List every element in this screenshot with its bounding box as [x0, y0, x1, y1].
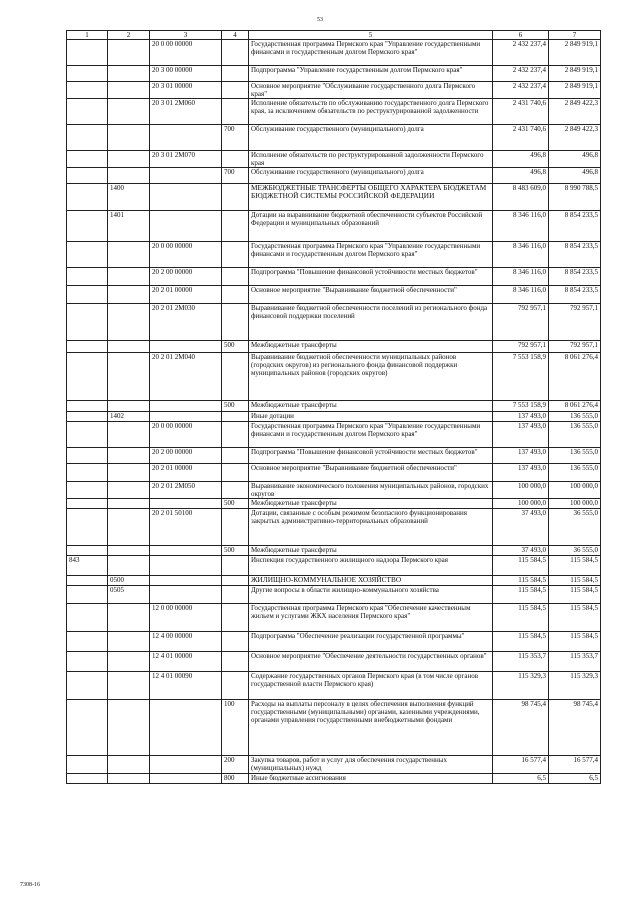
cell-amount-year1: 37 493,0: [493, 546, 549, 556]
cell-section-code: [108, 268, 150, 286]
cell-admin-code: [67, 211, 108, 242]
cell-amount-year1: 6,5: [493, 774, 549, 784]
cell-expense-type: [222, 422, 249, 448]
cell-target-code: 20 2 01 00000: [150, 464, 222, 482]
table-row: [67, 448, 601, 464]
cell-amount-year2: 496,8: [549, 151, 601, 168]
cell-expense-type: [222, 268, 249, 286]
cell-expense-type: [222, 82, 249, 99]
table-row: [67, 774, 601, 784]
cell-admin-code: [67, 125, 108, 151]
column-header: 6: [493, 31, 549, 40]
cell-admin-code: [67, 304, 108, 341]
page-number: 53: [317, 17, 323, 23]
cell-section-code: [108, 341, 150, 353]
cell-name: Дотации, связанные с особым режимом безопасного функционирования закрытых административно-территориальных образований: [249, 509, 493, 546]
cell-expense-type: [222, 556, 249, 576]
cell-expense-type: [222, 242, 249, 268]
cell-target-code: 20 3 01 2М070: [150, 151, 222, 168]
cell-target-code: 20 2 01 50100: [150, 509, 222, 546]
cell-amount-year2: 8 061 276,4: [549, 353, 601, 401]
cell-amount-year2: 8 061 276,4: [549, 401, 601, 412]
cell-amount-year2: 115 329,3: [549, 672, 601, 700]
cell-name: Основное мероприятие "Выравнивание бюджетной обеспеченности": [249, 464, 493, 482]
cell-amount-year1: 115 584,5: [493, 632, 549, 652]
cell-admin-code: [67, 184, 108, 211]
cell-name: Выравнивание бюджетной обеспеченности поселений из регионального фонда финансовой поддержки поселений: [249, 304, 493, 341]
cell-expense-type: 100: [222, 700, 249, 756]
cell-target-code: [150, 700, 222, 756]
cell-expense-type: [222, 448, 249, 464]
cell-name: Основное мероприятие "Обеспечение деятельности государственных органов": [249, 652, 493, 672]
cell-amount-year1: 115 584,5: [493, 586, 549, 604]
table-row: [67, 211, 601, 242]
cell-name: Подпрограмма "Повышение финансовой устойчивости местных бюджетов": [249, 268, 493, 286]
table-row: [67, 422, 601, 448]
cell-amount-year2: 115 584,5: [549, 632, 601, 652]
cell-amount-year1: 8 346 116,0: [493, 242, 549, 268]
table-row: [67, 304, 601, 341]
cell-target-code: 20 2 01 2М040: [150, 353, 222, 401]
cell-target-code: [150, 125, 222, 151]
cell-target-code: [150, 341, 222, 353]
table-row: [67, 40, 601, 66]
cell-name: Государственная программа Пермского края "Управление государственными финансами и государственным долгом Пермского края": [249, 242, 493, 268]
cell-amount-year1: 792 957,1: [493, 304, 549, 341]
cell-amount-year1: 137 493,0: [493, 448, 549, 464]
cell-name: Иные бюджетные ассигнования: [249, 774, 493, 784]
table-row: [67, 700, 601, 756]
cell-amount-year1: 2 432 237,4: [493, 66, 549, 82]
cell-amount-year1: 115 584,5: [493, 576, 549, 586]
cell-section-code: [108, 700, 150, 756]
cell-admin-code: [67, 700, 108, 756]
cell-admin-code: [67, 774, 108, 784]
cell-expense-type: [222, 482, 249, 499]
cell-amount-year1: 16 577,4: [493, 756, 549, 774]
cell-amount-year1: 137 493,0: [493, 422, 549, 448]
cell-amount-year1: 98 745,4: [493, 700, 549, 756]
table-row: [67, 632, 601, 652]
cell-amount-year2: 136 555,0: [549, 448, 601, 464]
cell-target-code: [150, 756, 222, 774]
cell-amount-year2: 8 854 233,5: [549, 268, 601, 286]
cell-section-code: [108, 756, 150, 774]
cell-section-code: [108, 286, 150, 304]
cell-admin-code: [67, 168, 108, 184]
table-row: [67, 556, 601, 576]
cell-amount-year2: 2 849 919,1: [549, 40, 601, 66]
table-row: [67, 242, 601, 268]
table-row: [67, 652, 601, 672]
cell-admin-code: [67, 151, 108, 168]
cell-admin-code: [67, 576, 108, 586]
cell-section-code: [108, 40, 150, 66]
column-header: 2: [108, 31, 150, 40]
cell-section-code: [108, 604, 150, 632]
cell-amount-year1: 137 493,0: [493, 464, 549, 482]
cell-amount-year2: 100 000,0: [549, 482, 601, 499]
table-row: [67, 464, 601, 482]
cell-target-code: [150, 546, 222, 556]
cell-expense-type: [222, 99, 249, 125]
cell-target-code: [150, 211, 222, 242]
cell-section-code: [108, 168, 150, 184]
cell-target-code: 20 2 00 00000: [150, 448, 222, 464]
cell-amount-year2: 6,5: [549, 774, 601, 784]
cell-section-code: [108, 546, 150, 556]
cell-section-code: 1402: [108, 412, 150, 422]
cell-admin-code: [67, 464, 108, 482]
cell-amount-year1: 115 584,5: [493, 556, 549, 576]
cell-expense-type: [222, 604, 249, 632]
cell-target-code: 12 4 00 00000: [150, 632, 222, 652]
cell-section-code: [108, 401, 150, 412]
cell-target-code: 20 2 00 00000: [150, 268, 222, 286]
cell-name: Выравнивание экономического положения муниципальных районов, городских округов: [249, 482, 493, 499]
cell-name: Обслуживание государственного (муниципального) долга: [249, 125, 493, 151]
cell-name: Межбюджетные трансферты: [249, 341, 493, 353]
cell-amount-year1: 792 957,1: [493, 341, 549, 353]
cell-amount-year2: 115 584,5: [549, 576, 601, 586]
cell-amount-year2: 136 555,0: [549, 412, 601, 422]
cell-amount-year2: 792 957,1: [549, 304, 601, 341]
cell-target-code: [150, 576, 222, 586]
cell-amount-year2: 8 854 233,5: [549, 286, 601, 304]
table-row: [67, 401, 601, 412]
table-row: [67, 576, 601, 586]
cell-name: Исполнение обязательств по реструктурированной задолженности Пермского края: [249, 151, 493, 168]
cell-target-code: 12 4 01 00000: [150, 652, 222, 672]
cell-name: МЕЖБЮДЖЕТНЫЕ ТРАНСФЕРТЫ ОБЩЕГО ХАРАКТЕРА БЮДЖЕТАМ БЮДЖЕТНОЙ СИСТЕМЫ РОССИЙСКОЙ ФЕДЕРАЦИИ: [249, 184, 493, 211]
table-row: [67, 482, 601, 499]
cell-admin-code: [67, 242, 108, 268]
cell-amount-year2: 2 849 919,1: [549, 66, 601, 82]
cell-section-code: [108, 66, 150, 82]
cell-name: Государственная программа Пермского края "Управление государственными финансами и государственным долгом Пермского края": [249, 422, 493, 448]
cell-section-code: [108, 482, 150, 499]
cell-section-code: [108, 125, 150, 151]
cell-target-code: 12 4 01 00090: [150, 672, 222, 700]
cell-target-code: 20 3 00 00000: [150, 66, 222, 82]
cell-admin-code: 843: [67, 556, 108, 576]
table-row: [67, 82, 601, 99]
cell-amount-year2: 115 584,5: [549, 586, 601, 604]
cell-name: Подпрограмма "Управление государственным долгом Пермского края": [249, 66, 493, 82]
cell-section-code: 0500: [108, 576, 150, 586]
cell-section-code: 1401: [108, 211, 150, 242]
cell-name: Иные дотации: [249, 412, 493, 422]
cell-admin-code: [67, 82, 108, 99]
cell-amount-year1: 115 353,7: [493, 652, 549, 672]
cell-section-code: [108, 99, 150, 125]
cell-target-code: [150, 499, 222, 509]
cell-target-code: [150, 556, 222, 576]
cell-admin-code: [67, 546, 108, 556]
cell-admin-code: [67, 482, 108, 499]
cell-amount-year1: 7 553 158,9: [493, 353, 549, 401]
cell-target-code: [150, 412, 222, 422]
cell-name: Исполнение обязательств по обслуживанию государственного долга Пермского края, за исключением обязательств по реструктурированной задолженности: [249, 99, 493, 125]
cell-amount-year1: 137 493,0: [493, 412, 549, 422]
cell-amount-year2: 115 584,5: [549, 604, 601, 632]
cell-expense-type: [222, 211, 249, 242]
cell-section-code: [108, 672, 150, 700]
cell-target-code: 12 0 00 00000: [150, 604, 222, 632]
cell-target-code: [150, 774, 222, 784]
table-row: [67, 184, 601, 211]
table-row: [67, 412, 601, 422]
cell-expense-type: 500: [222, 341, 249, 353]
table-row: [67, 341, 601, 353]
cell-amount-year1: 2 431 740,6: [493, 125, 549, 151]
column-header: 5: [249, 31, 493, 40]
footer-code: 7308-16: [20, 882, 40, 888]
cell-admin-code: [67, 672, 108, 700]
cell-name: Инспекция государственного жилищного надзора Пермского края: [249, 556, 493, 576]
cell-amount-year2: 115 584,5: [549, 556, 601, 576]
cell-expense-type: [222, 353, 249, 401]
cell-admin-code: [67, 652, 108, 672]
cell-expense-type: 800: [222, 774, 249, 784]
cell-section-code: [108, 448, 150, 464]
cell-amount-year1: 115 329,3: [493, 672, 549, 700]
table-row: [67, 546, 601, 556]
table-row: [67, 268, 601, 286]
cell-section-code: [108, 652, 150, 672]
cell-target-code: 20 2 01 00000: [150, 286, 222, 304]
cell-amount-year2: 98 745,4: [549, 700, 601, 756]
cell-admin-code: [67, 756, 108, 774]
cell-amount-year2: 2 849 919,1: [549, 82, 601, 99]
cell-target-code: [150, 586, 222, 604]
cell-expense-type: 500: [222, 401, 249, 412]
cell-amount-year1: 100 000,0: [493, 499, 549, 509]
cell-name: Другие вопросы в области жилищно-коммунального хозяйства: [249, 586, 493, 604]
cell-section-code: 0505: [108, 586, 150, 604]
column-header-row: [67, 31, 601, 40]
cell-amount-year2: 115 353,7: [549, 652, 601, 672]
cell-amount-year1: 37 493,0: [493, 509, 549, 546]
cell-amount-year1: 2 432 237,4: [493, 82, 549, 99]
cell-admin-code: [67, 401, 108, 412]
cell-expense-type: 200: [222, 756, 249, 774]
table-row: [67, 499, 601, 509]
cell-expense-type: [222, 66, 249, 82]
cell-name: Обслуживание государственного (муниципального) долга: [249, 168, 493, 184]
cell-amount-year1: 8 483 609,0: [493, 184, 549, 211]
cell-expense-type: [222, 151, 249, 168]
cell-amount-year2: 8 854 233,5: [549, 211, 601, 242]
cell-expense-type: [222, 652, 249, 672]
cell-expense-type: [222, 286, 249, 304]
cell-name: Содержание государственных органов Пермского края (в том числе органов государственной власти Пермского края): [249, 672, 493, 700]
table-row: [67, 99, 601, 125]
cell-expense-type: [222, 412, 249, 422]
cell-expense-type: [222, 464, 249, 482]
cell-section-code: [108, 82, 150, 99]
cell-name: Основное мероприятие "Выравнивание бюджетной обеспеченности": [249, 286, 493, 304]
cell-expense-type: [222, 184, 249, 211]
cell-amount-year1: 100 000,0: [493, 482, 549, 499]
cell-amount-year1: 2 431 740,6: [493, 99, 549, 125]
cell-admin-code: [67, 40, 108, 66]
cell-target-code: [150, 168, 222, 184]
cell-name: Расходы на выплаты персоналу в целях обеспечения выполнения функций государственными (муниципальными) органами, казенными учреждениями, органами управления государственными внебюджетными фондами: [249, 700, 493, 756]
cell-target-code: 20 0 00 00000: [150, 422, 222, 448]
cell-expense-type: [222, 632, 249, 652]
cell-name: Межбюджетные трансферты: [249, 401, 493, 412]
cell-section-code: [108, 304, 150, 341]
cell-admin-code: [67, 604, 108, 632]
cell-admin-code: [67, 422, 108, 448]
cell-amount-year2: 36 555,0: [549, 546, 601, 556]
cell-amount-year2: 36 555,0: [549, 509, 601, 546]
cell-expense-type: 700: [222, 125, 249, 151]
cell-amount-year2: 8 990 788,5: [549, 184, 601, 211]
cell-expense-type: [222, 672, 249, 700]
cell-expense-type: 500: [222, 499, 249, 509]
table-row: [67, 151, 601, 168]
cell-target-code: 20 3 01 2М060: [150, 99, 222, 125]
cell-admin-code: [67, 341, 108, 353]
cell-admin-code: [67, 499, 108, 509]
cell-amount-year2: 496,8: [549, 168, 601, 184]
cell-section-code: 1400: [108, 184, 150, 211]
cell-expense-type: [222, 304, 249, 341]
cell-amount-year1: 115 584,5: [493, 604, 549, 632]
cell-target-code: [150, 401, 222, 412]
cell-admin-code: [67, 99, 108, 125]
cell-expense-type: [222, 576, 249, 586]
cell-name: Межбюджетные трансферты: [249, 499, 493, 509]
cell-expense-type: [222, 586, 249, 604]
cell-name: Выравнивание бюджетной обеспеченности муниципальных районов (городских округов) из регионального фонда финансовой поддержки муниципальных районов (городских округов): [249, 353, 493, 401]
cell-target-code: 20 2 01 2М050: [150, 482, 222, 499]
cell-amount-year2: 792 957,1: [549, 341, 601, 353]
cell-target-code: 20 2 01 2М030: [150, 304, 222, 341]
cell-expense-type: 500: [222, 546, 249, 556]
cell-name: Закупка товаров, работ и услуг для обеспечения государственных (муниципальных) нужд: [249, 756, 493, 774]
budget-table: [66, 30, 601, 784]
cell-target-code: 20 0 00 00000: [150, 40, 222, 66]
cell-expense-type: [222, 509, 249, 546]
cell-amount-year1: 8 346 116,0: [493, 286, 549, 304]
cell-amount-year1: 496,8: [493, 168, 549, 184]
table-row: [67, 672, 601, 700]
cell-admin-code: [67, 448, 108, 464]
cell-amount-year1: 7 553 158,9: [493, 401, 549, 412]
cell-amount-year2: 100 000,0: [549, 499, 601, 509]
cell-amount-year1: 2 432 237,4: [493, 40, 549, 66]
cell-section-code: [108, 464, 150, 482]
cell-admin-code: [67, 353, 108, 401]
column-header: 4: [222, 31, 249, 40]
cell-name: Подпрограмма "Обеспечение реализации государственной программы": [249, 632, 493, 652]
table-row: [67, 353, 601, 401]
cell-admin-code: [67, 586, 108, 604]
column-header: 1: [67, 31, 108, 40]
column-header: 3: [150, 31, 222, 40]
cell-name: Подпрограмма "Повышение финансовой устойчивости местных бюджетов": [249, 448, 493, 464]
cell-amount-year2: 2 849 422,3: [549, 125, 601, 151]
table-row: [67, 586, 601, 604]
cell-admin-code: [67, 268, 108, 286]
cell-admin-code: [67, 66, 108, 82]
cell-amount-year2: 136 555,0: [549, 422, 601, 448]
cell-admin-code: [67, 412, 108, 422]
cell-target-code: 20 3 01 00000: [150, 82, 222, 99]
cell-admin-code: [67, 509, 108, 546]
cell-admin-code: [67, 632, 108, 652]
cell-admin-code: [67, 286, 108, 304]
cell-name: Государственная программа Пермского края "Управление государственными финансами и государственным долгом Пермского края": [249, 40, 493, 66]
cell-amount-year1: 496,8: [493, 151, 549, 168]
cell-section-code: [108, 499, 150, 509]
cell-section-code: [108, 422, 150, 448]
cell-name: Дотации на выравнивание бюджетной обеспеченности субъектов Российской Федерации и муниципальных образований: [249, 211, 493, 242]
cell-amount-year2: 8 854 233,5: [549, 242, 601, 268]
cell-target-code: 20 0 00 00000: [150, 242, 222, 268]
cell-section-code: [108, 353, 150, 401]
cell-name: Основное мероприятие "Обслуживание государственного долга Пермского края": [249, 82, 493, 99]
table-row: [67, 604, 601, 632]
cell-section-code: [108, 774, 150, 784]
cell-name: Государственная программа Пермского края "Обеспечение качественным жильем и услугами ЖКХ населения Пермского края": [249, 604, 493, 632]
cell-section-code: [108, 151, 150, 168]
cell-amount-year1: 8 346 116,0: [493, 211, 549, 242]
cell-name: ЖИЛИЩНО-КОММУНАЛЬНОЕ ХОЗЯЙСТВО: [249, 576, 493, 586]
cell-amount-year2: 16 577,4: [549, 756, 601, 774]
column-header: 7: [549, 31, 601, 40]
table-row: [67, 125, 601, 151]
cell-name: Межбюджетные трансферты: [249, 546, 493, 556]
cell-section-code: [108, 556, 150, 576]
table-row: [67, 509, 601, 546]
cell-expense-type: [222, 40, 249, 66]
cell-section-code: [108, 509, 150, 546]
cell-amount-year1: 8 346 116,0: [493, 268, 549, 286]
cell-amount-year2: 136 555,0: [549, 464, 601, 482]
cell-amount-year2: 2 849 422,3: [549, 99, 601, 125]
table-row: [67, 286, 601, 304]
table-row: [67, 756, 601, 774]
table-row: [67, 66, 601, 82]
table-row: [67, 168, 601, 184]
cell-section-code: [108, 242, 150, 268]
cell-target-code: [150, 184, 222, 211]
cell-section-code: [108, 632, 150, 652]
cell-expense-type: 700: [222, 168, 249, 184]
